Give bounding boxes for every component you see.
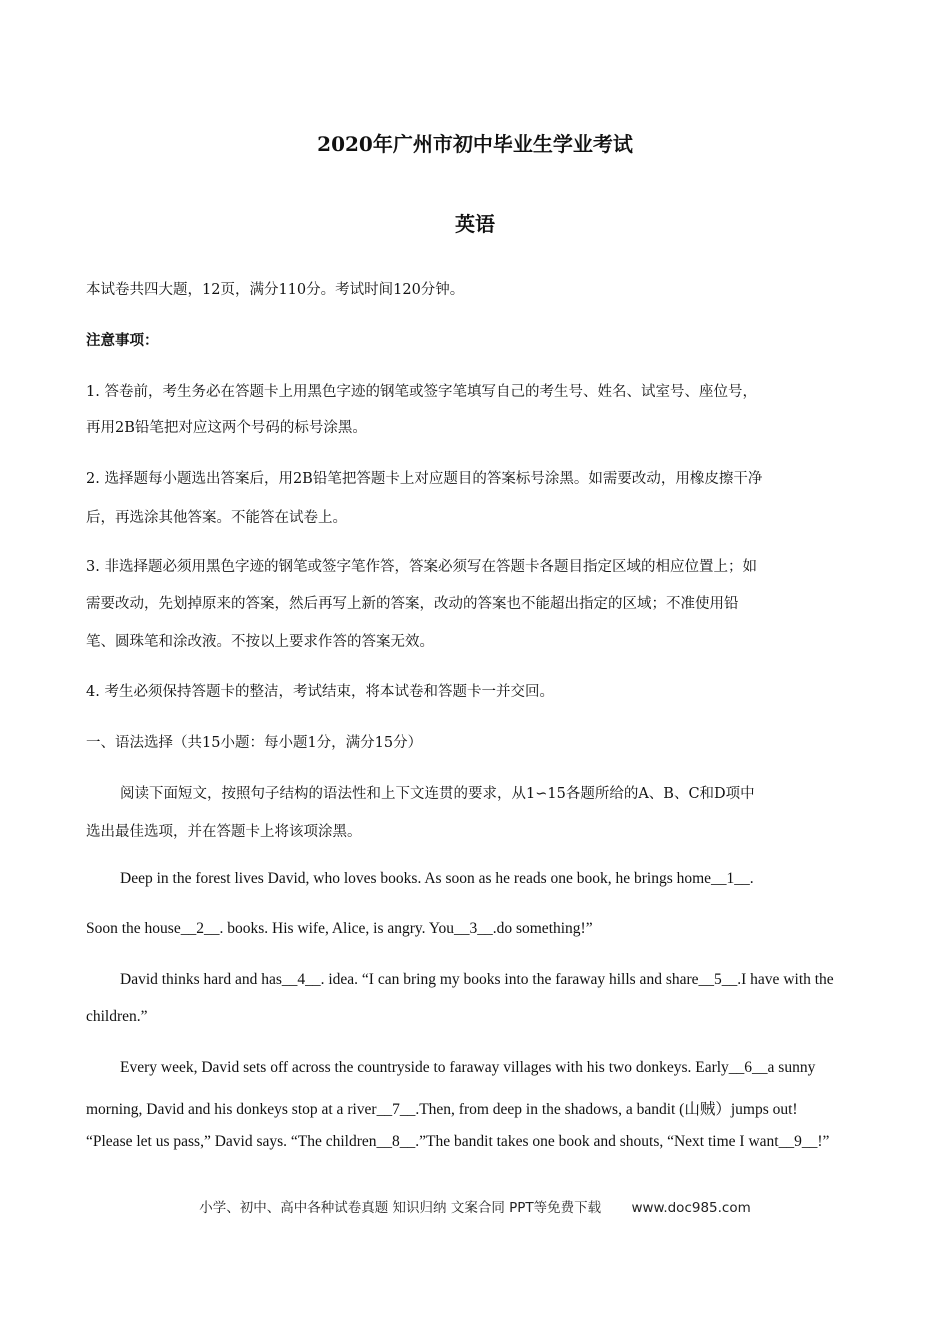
notice-heading: 注意事项： xyxy=(86,332,159,349)
notice-line: 4. 考生必须保持答题卡的整洁，考试结束，将本试卷和答题卡一并交回。 xyxy=(86,684,554,700)
notice-line: 笔、圆珠笔和涂改液。不按以上要求作答的答案无效。 xyxy=(86,634,434,650)
subject-title: 英语 xyxy=(455,212,495,236)
instruction-line: 阅读下面短文，按照句子结构的语法性和上下文连贯的要求，从1∽15各题所给的A、B、C和D项中 xyxy=(120,786,755,802)
footer-url[interactable]: www.doc985.com xyxy=(631,1200,751,1216)
page-footer xyxy=(0,1196,950,1216)
exam-intro: 本试卷共四大题，12页，满分110分。考试时间120分钟。 xyxy=(86,282,465,298)
section-heading: 一、语法选择（共15小题：每小题1分，满分15分） xyxy=(86,735,423,751)
instruction-line: 选出最佳选项，并在答题卡上将该项涂黑。 xyxy=(86,824,362,840)
notice-line: 需要改动，先划掉原来的答案，然后再写上新的答案，改动的答案也不能超出指定的区域；不准使用铅 xyxy=(86,596,739,612)
notice-line: 1. 答卷前，考生务必在答题卡上用黑色字迹的钢笔或签字笔填写自己的考生号、姓名、试室号、座位号， xyxy=(86,384,757,400)
footer-text: 小学、初中、高中各种试卷真题 知识归纳 文案合同 PPT等免费下载 xyxy=(199,1200,602,1216)
passage-line: David thinks hard and has__4__. idea. “I can bring my books into the faraway hills and share__5__.I have with the xyxy=(120,971,834,988)
passage-line: morning, David and his donkeys stop at a river__7__.Then, from deep in the shadows, a bandit (山贼）jumps out! xyxy=(86,1101,798,1118)
passage-line: Soon the house__2__. books. His wife, Alice, is angry. You__3__.do something!” xyxy=(86,920,593,937)
notice-line: 再用2B铅笔把对应这两个号码的标号涂黑。 xyxy=(86,420,367,436)
notice-line: 3. 非选择题必须用黑色字迹的钢笔或签字笔作答，答案必须写在答题卡各题目指定区域的相应位置上；如 xyxy=(86,559,757,575)
passage-line: Every week, David sets off across the countryside to faraway villages with his two donkeys. Early__6__a sunny xyxy=(120,1059,816,1076)
exam-title: 2020年广州市初中毕业生学业考试 xyxy=(317,132,633,156)
notice-line: 后，再选涂其他答案。不能答在试卷上。 xyxy=(86,510,347,526)
passage-line: Deep in the forest lives David, who loves books. As soon as he reads one book, he brings home__1__. xyxy=(120,870,754,887)
passage-line: children.” xyxy=(86,1008,148,1025)
passage-line: “Please let us pass,” David says. “The children__8__.”The bandit takes one book and shouts, “Next time I want__9__!” xyxy=(86,1133,830,1150)
notice-line: 2. 选择题每小题选出答案后，用2B铅笔把答题卡上对应题目的答案标号涂黑。如需要改动，用橡皮擦干净 xyxy=(86,471,763,487)
